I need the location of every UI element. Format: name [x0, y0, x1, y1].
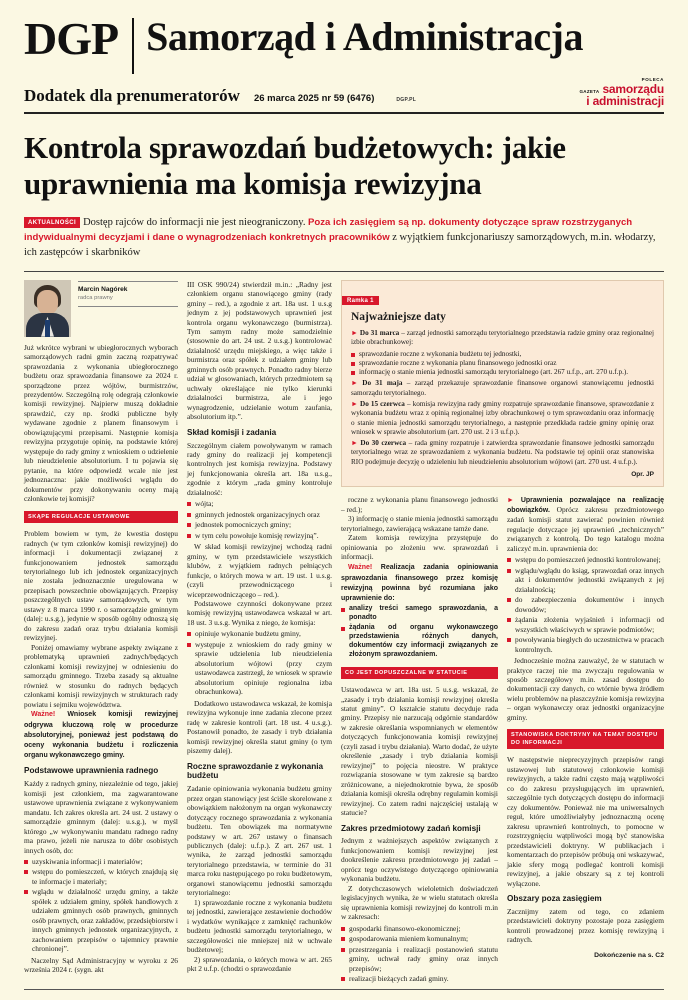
- arrow-icon: ►: [351, 328, 358, 337]
- col4-paragraph-3: W następstwie nieprecyzyjnych przepisów rangi ustawowej lub statutowej członkowie komisji rewizyjnych, a także radni często mają wątpliwości co do zakresu przysługujących im uprawnień, szczególnie tych dotyczących dostępu do informacji czy dokumentów. Ponieważ nie ma uniwersalnych reguł, które umożliwiałyby jednoznaczną ocenę zakresu uprawnień kontrolnych, to pomocne w rozstrzygnięciu wątpliwości mogą być stanowiska przedstawicieli doktryny. W publikacjach i komentarzach do przepisów próbują oni wskazywać, jakie sfery mogą podlegać kontroli komisji rewizyjnej, a jakie obszary są z tej kontroli wyłączone.: [507, 755, 664, 888]
- col4-paragraph-2: Jednocześnie można zauważyć, że w statutach w praktyce raczej nie ma zwyczaju regulowania w sposób szczegółowy m.in. zasad dostępu do dokumentacji czy danych, co wtórnie bywa źródłem wielu problemów na płaszczyźnie komisja rewizyjna – organ wykonawczy oraz jednostki organizacyjne gminy.: [507, 656, 664, 722]
- col1-paragraph-5: Naczelny Sąd Administracyjny w wyroku z 26 września 2024 r. (sygn. akt: [24, 955, 178, 975]
- col4-paragraph-1: [507, 495, 664, 553]
- wazne-label: Ważne!: [348, 563, 373, 571]
- arrow-icon: ►: [351, 438, 358, 447]
- col1-bullet-list: [24, 857, 178, 954]
- col3-paragraph-6: Z dotychczasowych wieloletnich doświadczeń legislacyjnych wynika, że w wielu statutach określa się uprawnienia komisji rewizyjnej do kontroli m.in w zakresach:: [341, 883, 498, 922]
- col1-subhead: Podstawowe uprawnienia radnego: [24, 766, 159, 776]
- byline: [24, 280, 178, 337]
- col2-bullet-list-2: [187, 629, 332, 696]
- list-item: sprawozdanie roczne z wykonania planu finansowego jednostki oraz: [351, 359, 654, 368]
- issue-date: 26 marca 2025 nr 59 (6476): [253, 93, 375, 104]
- page-title: Kontrola sprawozdań budżetowych: jakie uprawnienia ma komisja rewizyjna: [24, 130, 566, 201]
- list-item: gospodarowania mieniem komunalnym;: [341, 934, 498, 943]
- column-1: [24, 280, 178, 986]
- col4-subhead: Obszary poza zasięgiem: [507, 893, 602, 903]
- col3-paragraph-4: Ustawodawca w art. 18a ust. 5 u.s.g. wskazał, że „zasady i tryb działania komisji rewizyjnej określa statut gminy”. O kształcie statutu decyduje rada gminy. Przepisy nie narzucają odgórnie standardów w zakresie określania wspomnianych w elementów dotyczących funkcjonowania komisji rewizyjnej (czyli zasad i trybu działania). Warto dodać, że użyte określenie „zasady i tryb działania komisji rewizyjnej” to pojęcia nieostre. W praktyce rozwiązania stosowane w tym zakresie są bardzo zróżnicowane, a niejednokrotnie bywa, że sposób działania komisji określa odrębny regulamin komisji rewizyjnej. Co zatem radni najczęściej ustalają w statucie?: [341, 685, 498, 818]
- list-item: opiniuje wykonanie budżetu gminy,: [187, 629, 332, 638]
- col2-paragraph-8: 2) sprawozdania, o których mowa w art. 265 pkt 2 u.f.p. (chodzi o sprawozdanie: [187, 954, 332, 974]
- masthead: [24, 0, 664, 74]
- col3-paragraph-1: roczne z wykonania planu finansowego jednostki – red.);: [341, 495, 498, 514]
- list-item: wstępu do pomieszczeń, w których znajdują się te informacje i materiały;: [24, 867, 178, 886]
- list-item: gospodarki finansowo-ekonomicznej;: [341, 924, 498, 933]
- col2-paragraph-3: W skład komisji rewizyjnej wchodzą radni gminy, w tym przedstawiciele wszystkich klubów, z wyjątkiem radnych pełniących funkcje, o których mowa w art. 19 ust. 1 u.s.g. (czyli przewodniczącego i wiceprzewodniczącego – red.).: [187, 542, 332, 599]
- list-item: występuje z wnioskiem do rady gminy w sprawie udzielenia lub nieudzielenia absolutorium wójtowi (przy czym ustawodawca zastrzegł, że wniosek w sprawie absolutorium opiniuje regionalna izba obrachunkowa).: [187, 640, 332, 697]
- lead-part-2: Poza ich zasięgiem są np. dokumenty dotyczące spraw rozstrzyganych indywidualnymi decyzjami i dane o wynagrodzeniach konkretnych pracowników: [24, 216, 633, 243]
- site-url[interactable]: DGP.PL: [396, 97, 417, 103]
- ramka-item3-label: Do 15 czerwca: [360, 399, 405, 408]
- list-item: wójta;: [187, 499, 332, 508]
- page-bottom-rule: [24, 989, 664, 990]
- col2-paragraph-4: Podstawowe czynności dokonywane przez komisję rewizyjną ustawodawca wskazał w art. 18 ust. 3 u.s.g. Wynika z niego, że komisja:: [187, 599, 332, 627]
- ramka-item1-bullets: [351, 350, 654, 378]
- dgp-logo[interactable]: DGP: [24, 13, 119, 64]
- list-item: jednostek pomocniczych gminy;: [187, 520, 332, 529]
- ramka-item4-label: Do 30 czerwca: [360, 438, 407, 447]
- list-item: wstępu do pomieszczeń jednostki kontrolowanej;: [507, 555, 664, 564]
- list-item: powoływania biegłych do uczestnictwa w pracach kontrolnych.: [507, 635, 664, 654]
- col1-paragraph-3: Poniżej omawiamy wybrane aspekty związane z problematyką uprawnień zadnych/będących członkami komisji rewizyjnej w odniesieniu do samorządu gminnego. Trzeba zasady są aktualne również w stosunku do radnych będących członkami komisji rewizyjnych w strukturach rady powiatu i sejmiku województwa.: [24, 642, 178, 709]
- promo-badge[interactable]: [579, 77, 664, 108]
- ramka-item2-label: Do 31 maja: [362, 379, 403, 388]
- author-name: Marcin Nagórek: [78, 285, 128, 293]
- supplement-label: Dodatek dla prenumeratorów: [24, 86, 240, 105]
- ramka-item3-text: – komisja rewizyjna rady gminy rozpatruje sprawozdanie finansowe, sprawozdanie z wykonania budżetu wraz z opinią regionalnej izby obrachunkowej o tym sprawozdaniu oraz informację o stanie mienia jednostki samorządu terytorialnego, a następnie przedkłada radzie gminy opinię oraz wniosek w sprawie absolutorium (art. 270 ust. 2 i 3 u.f.p.).: [351, 399, 655, 437]
- col1-wazne-note: [24, 709, 178, 760]
- section-header-skape: SKĄPE REGULACJE USTAWOWE: [24, 511, 178, 524]
- col3-paragraph-5: Jednym z ważniejszych aspektów związanych z funkcjonowaniem komisji rewizyjnej jest dookreślenie zakresu przedmiotowego jej zadań – oprócz tego oczywistego dotyczącego opiniowania wykonania budżetu.: [341, 836, 498, 884]
- byline-bottom-rule: [78, 306, 178, 307]
- byline-top-rule: [78, 281, 178, 282]
- promo-small-label: GAZETA: [579, 88, 600, 94]
- col3-bullet-list-2: [341, 924, 498, 984]
- list-item: żądania złożenia wyjaśnień i informacji od wszystkich właściwych w sprawie podmiotów;: [507, 615, 664, 634]
- col3-wazne-note: [341, 562, 498, 603]
- list-item: żądania od organu wykonawczego przedstawienia różnych danych, dokumentów czy informacji związanych ze złożonym sprawozdaniem.: [341, 624, 498, 660]
- col4-bullet-list: [507, 555, 664, 654]
- list-item: wglądu/wglądu do ksiąg, sprawozdań oraz innych akt i dokumentów jednostki związanych z jej działalnością;: [507, 566, 664, 594]
- promo-kicker: POLECA: [641, 76, 664, 82]
- masthead-title: Samorząd i Administracja: [146, 14, 583, 59]
- column-2: [187, 280, 332, 986]
- list-item: uzyskiwania informacji i materiałów;: [24, 857, 178, 866]
- lead-paragraph: [24, 216, 664, 261]
- ramka-item2-text: – zarząd przekazuje sprawozdanie finansowe organowi stanowiącemu jednostki samorządu terytorialnego.: [351, 379, 655, 398]
- col2-paragraph-1: III OSK 990/24) stwierdził m.in.: „Radny jest członkiem organu stanowiącego gminy (rady gminy – red.), a zgodnie z art. 18a ust. 1 u.s.g jednym z jej podstawowych uprawnień jest kontrola organu wykonawczego (burmistrza). Tym samym radny może samodzielnie (stosownie do art. 24 ust. 2 u.s.g.) kontrolować działalność urzędu miejskiego, a więc także i burmistrza oraz spółek z udziałem gminy lub gminnych osób prawnych. Ponadto radny bierze udział w głosowaniach, których przedmiotem są uchwały określające nie tylko kierunki działalności burmistrza, ale i jego wynagrodzenie, udzielanie wotum zaufania, absolutorium itp.”.: [187, 279, 332, 422]
- arrow-icon: ►: [351, 399, 358, 408]
- list-item: analizy treści samego sprawozdania, a ponadto: [341, 605, 498, 623]
- masthead-subrow: [24, 76, 664, 109]
- col2-paragraph-2: Szczególnym ciałem powoływanym w ramach rady gminy do realizacji jej kompetencji kontrolnych jest komisja rewizyjna. Podstawy jej funkcjonowania określa art. 18a u.s.g., zgodnie z którym „rada gminy kontroluje działalność:: [187, 440, 332, 497]
- col2-paragraph-6: Zadanie opiniowania wykonania budżetu gminy przez organ stanowiący jest ściśle skorelowane z obowiązkiem nałożonym na organ wykonawczy dotyczący rocznego sprawozdania z wykonania budżetu. Ten obowiązek ma normatywne podstawy w art. 267 ustawy o finansach publicznych (dalej: u.f.p.). Z art. 267 ust. 1 wynika, że zarząd jednostki samorządu terytorialnego przedstawia, w terminie do 31 marca roku następującego po roku budżetowym, organowi stanowiącemu jednostki samorządu terytorialnego:: [187, 784, 332, 898]
- col3-paragraph-2: 3) informację o stanie mienia jednostki samorządu terytorialnego, zawierającą wskazane tamże dane.: [341, 514, 498, 533]
- ramka-item1-text: – zarząd jednostki samorządu terytorialnego przedstawia radzie gminy oraz regionalnej izbie obrachunkowej:: [351, 328, 655, 347]
- list-item: sprawozdanie roczne z wykonania budżetu tej jednostki,: [351, 350, 654, 359]
- ramka-tag: Ramka 1: [342, 296, 379, 305]
- lead-rule: [24, 271, 664, 272]
- wazne-text: Realizacja zadania opiniowania sprawozdania finansowego przez komisję rewizyjną powinna być rozumiana jako uprawnienie do:: [341, 563, 498, 602]
- col4-paragraph-4: Zacznijmy zatem od tego, co zdaniem przedstawicieli doktryny pozostaje poza zasięgiem kontroli prowadzonej przez komisję rewizyjną i radnych.: [507, 906, 664, 945]
- ramka-title: Najważniejsze daty: [351, 310, 446, 323]
- article-columns: [24, 280, 664, 986]
- list-item: do zabezpieczenia dokumentów i innych dowodów;: [507, 595, 664, 614]
- col2-paragraph-5: Dodatkowo ustawodawca wskazał, że komisja rewizyjna wykonuje inne zadania zlecone przez radę w zakresie kontroli (art. 18 ust. 4 u.s.g.). Postanowił ponadto, że zasady i tryb działania komisji rewizyjnej określa statut gminy (o tym piszemy dalej).: [187, 698, 332, 756]
- col3-paragraph-3: Zatem komisja rewizyjna przystępuje do opiniowania po złożeniu ww. sprawozdań i informacji.: [341, 533, 498, 562]
- masthead-rule: [24, 112, 664, 114]
- author-photo: [24, 280, 71, 337]
- wazne-label: Ważne!: [31, 711, 56, 719]
- col3-bullet-list-1: [341, 605, 498, 660]
- column-3: [341, 495, 498, 985]
- col3-subhead: Zakres przedmiotowy zadań komisji: [341, 823, 481, 833]
- category-badge[interactable]: AKTUALNOŚCI: [24, 217, 80, 229]
- list-item: informację o stanie mienia jednostki samorządu terytorialnego (art. 267 u.f.p., art. 270 u.f.p.).: [351, 368, 654, 377]
- list-item: w tym celu powołuje komisję rewizyjną”.: [187, 531, 332, 540]
- col2-subhead-1: Skład komisji i zadania: [187, 427, 277, 437]
- arrow-icon: ►: [351, 379, 358, 388]
- wazne-text: Wniosek komisji rewizyjnej odgrywa kluczową rolę w procedurze absolutoryjnej, ponieważ jest podstawą do oceny wykonania budżetu i rozliczenia organu wykonawczego gminy.: [24, 711, 178, 760]
- col1-paragraph-4: Każdy z radnych gminy, niezależnie od tego, jakiej komisji jest członkiem, ma zagwarantowane ustawowe uprawnienia związane z wykonywaniem mandatu. Ich zakres określa art. 24 ust. 2 ustawy o samorządzie gminnym (dalej: u.s.g.), w myśl którego „w wykonywaniu mandatu radnego radny ma prawo, jeżeli nie narusza to dóbr osobistych innych osób, do:: [24, 779, 178, 855]
- col1-paragraph-2: Problem bowiem w tym, że kwestia dostępu radnych (w tym członków komisji rewizyjnej) do informacji i dokumentacji związanej z funkcjonowaniem jednostek samorządu terytorialnego lub ich jednostek organizacyjnych nie została jednoznacznie uregulowana w przepisach powszechnie obowiązujących. Przepisy poszczególnych ustaw samorządowych, w tym ustawy z 8 marca 1990 r. o samorządzie gminnym (dalej: u.s.g.), jedynie w sposób ogólny odnoszą się do zakresu zadań oraz trybu działania komisji rewizyjnej.: [24, 529, 178, 643]
- ramka-box: [341, 280, 664, 488]
- col2-subhead-2: Roczne sprawozdanie z wykonania budżetu: [187, 761, 324, 781]
- ramka-body: [351, 329, 654, 480]
- continuation-note[interactable]: Dokończenie na s. C2: [594, 951, 664, 959]
- author-role: radca prawny: [78, 295, 113, 302]
- lead-part-3: z wyjątkiem funkcjonariuszy samorządowych, m.in. włodarzy, ich zastępców i skarbników: [24, 231, 656, 258]
- list-item: wglądu w działalność urzędu gminy, a także spółek z udziałem gminy, spółek handlowych z udziałem gminnych osób prawnych, gminnych osób prawnych, oraz zakładów, przedsiębiorstw i innych gminnych jednostek organizacyjnych, z zachowaniem przepisów o tajemnicy prawnie chronionej”.: [24, 887, 178, 953]
- arrow-icon: ►: [507, 496, 514, 505]
- list-item: przestrzegania i realizacji postanowień statutu gminy, uchwał rady gminy oraz innych przepisów;: [341, 945, 498, 973]
- col2-bullet-list-1: [187, 499, 332, 540]
- col1-paragraph-1: Już wkrótce wybrani w ubiegłorocznych wyborach samorządowych radni gmin zaczną rozpatrywać sprawozdania z wykonania ubiegłorocznego budżetu oraz sprawozdania finansowe za 2024 r. sporządzone przez wójtów, burmistrzów, prezydentów. Szczególną rolę odegrają członkowie komisji rewizyjnej. Najpierw muszą dokładnie sprawdzić, czy np. środki publiczne były wydawane zgodnie z planem finansowym i obowiązującymi przepisami. Następnie komisja rewizyjna przygotuje opinię, na podstawie której występuje do rady gminy z wnioskiem o udzielenie lub nieudzielenie absolutorium. I tu pojawia się pytanie, na które odpowiedź wcale nie jest jednoznaczna: jakie możliwości wglądu do dokumentów przy dokonywaniu oceny mają członkowie tej komisji?: [24, 342, 178, 504]
- list-item: gminnych jednostek organizacyjnych oraz: [187, 510, 332, 519]
- column-4: [507, 495, 664, 985]
- logo-divider: [132, 18, 134, 74]
- ramka-signature: Opr. JP: [631, 470, 654, 478]
- lead-part-1: Dostęp rajców do informacji nie jest nieograniczony.: [83, 216, 306, 228]
- col2-paragraph-7: 1) sprawozdanie roczne z wykonania budżetu tej jednostki, zawierające zestawienie dochodów i wydatków wynikające z zamknięć rachunków budżetu jednostki samorządu terytorialnego, w szczegółowości nie mniejszej niż w uchwale budżetowej;: [187, 897, 332, 955]
- col4-arrow-label: Uprawnienia pozwalające na realizację obowiązków.: [507, 497, 664, 515]
- col4-paragraph-1-text: Oprócz zakresu przedmiotowego zadań komisji statut zawierać powinien również regulacje dotyczące jej uprawnień „technicznych” związanych z kontrolą. Do tego katalogu można zaliczyć m.in. uprawnienia do:: [507, 505, 664, 553]
- ramka-item1-label: Do 31 marca: [359, 328, 400, 337]
- promo-title-line1: samorządu: [602, 81, 664, 96]
- list-item: realizacji bieżących zadań gminy.: [341, 974, 498, 983]
- section-header-statut: CO JEST DOPUSZCZALNE W STATUCIE: [341, 667, 498, 680]
- ramka-item4-text: – rada gminy rozpatruje i zatwierdza sprawozdanie finansowe jednostki samorządu terytorialnego wraz ze sprawozdaniem z wykonania budżetu. Na podstawie tej opinii oraz stanowiska RIO podejmuje decyzję o udzieleniu lub nieudzieleniu absolutorium wójtowi (art. 270 ust. 4 u.f.p.).: [351, 438, 655, 467]
- section-header-doktryna: STANOWISKA DOKTRYNY NA TEMAT DOSTĘPU DO INFORMACJI: [507, 729, 664, 749]
- promo-title-line2: i administracji: [586, 94, 664, 109]
